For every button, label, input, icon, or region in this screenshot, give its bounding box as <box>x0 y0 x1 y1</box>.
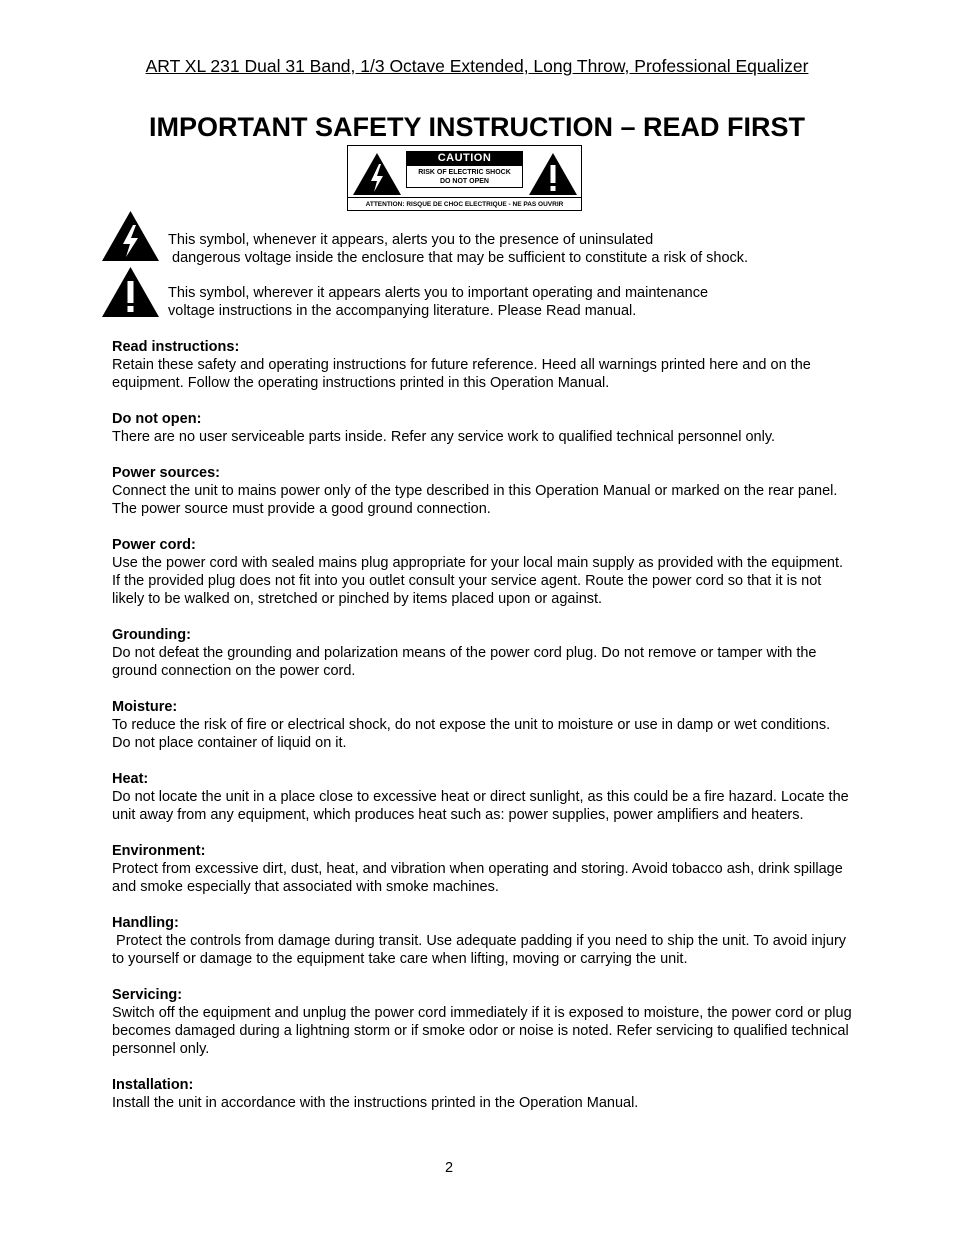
exclamation-triangle-icon <box>528 152 578 196</box>
exclamation-triangle-icon <box>101 266 160 318</box>
section-title: Read instructions: <box>112 339 240 355</box>
symbol-description-shock <box>168 231 748 267</box>
section-title: Grounding: <box>112 627 191 643</box>
caution-line-1: RISK OF ELECTRIC SHOCK <box>418 169 511 176</box>
lightning-triangle-icon <box>352 152 402 196</box>
section-moisture <box>112 698 852 752</box>
section-body: Switch off the equipment and unplug the power cord immediately if it is exposed to moisture, the power cord or plug becomes damaged during a lightning storm or if smoke odor or noise is noted. Refer servicing to qualified technical personnel only. <box>112 1005 852 1057</box>
section-grounding <box>112 626 852 680</box>
section-title: Handling: <box>112 915 179 931</box>
section-body: Connect the unit to mains power only of the type described in this Operation Manual or marked on the rear panel. The power source must provide a good ground connection. <box>112 483 838 517</box>
section-title: Moisture: <box>112 699 178 715</box>
section-body: To reduce the risk of fire or electrical shock, do not expose the unit to moisture or use in damp or wet conditions. Do not place container of liquid on it. <box>112 717 831 751</box>
section-title: Servicing: <box>112 987 183 1003</box>
section-body: Protect from excessive dirt, dust, heat, and vibration when operating and storing. Avoid tobacco ash, drink spillage and smoke especially that associated with smoke machines. <box>112 861 843 895</box>
section-do-not-open <box>112 410 852 446</box>
section-body: Retain these safety and operating instructions for future reference. Heed all warnings printed here and on the equipment. Follow the operating instructions printed in this Operation Manual. <box>112 357 811 391</box>
section-title: Power cord: <box>112 537 196 553</box>
section-power-sources <box>112 464 852 518</box>
section-body: There are no user serviceable parts inside. Refer any service work to qualified technical personnel only. <box>112 429 776 445</box>
section-body: Protect the controls from damage during transit. Use adequate padding if you need to ship the unit. To avoid injury to yourself or damage to the equipment take care when lifting, moving or carrying the unit. <box>112 933 851 967</box>
section-body: Do not locate the unit in a place close to excessive heat or direct sunlight, as this could be a fire hazard. Locate the unit away from any equipment, which produces heat such as: power supplies, power amplifiers and heaters. <box>112 789 849 823</box>
lightning-triangle-icon <box>101 210 160 262</box>
section-installation <box>112 1076 852 1112</box>
section-title: Environment: <box>112 843 206 859</box>
section-power-cord <box>112 536 852 608</box>
section-handling <box>112 914 852 968</box>
section-read-instructions <box>112 338 852 392</box>
section-heat <box>112 770 852 824</box>
section-title: Do not open: <box>112 411 202 427</box>
page-title: IMPORTANT SAFETY INSTRUCTION – READ FIRST <box>148 112 805 142</box>
safety-sections <box>112 338 852 1130</box>
section-title: Power sources: <box>112 465 220 481</box>
page-number: 2 <box>444 1160 454 1176</box>
section-title: Installation: <box>112 1077 194 1093</box>
caution-line-2: DO NOT OPEN <box>439 178 489 185</box>
caution-footer: ATTENTION: RISQUE DE CHOC ELECTRIQUE - NE PAS OUVRIR <box>348 197 581 208</box>
symbol-description-line: dangerous voltage inside the enclosure that may be sufficient to constitute a risk of shock. <box>168 250 749 266</box>
section-title: Heat: <box>112 771 149 787</box>
section-body: Install the unit in accordance with the instructions printed in the Operation Manual. <box>112 1095 639 1111</box>
caution-heading: CAUTION <box>406 151 523 166</box>
symbol-description-line: voltage instructions in the accompanying literature. Please Read manual. <box>168 303 637 319</box>
document-header-title: ART XL 231 Dual 31 Band, 1/3 Octave Extended, Long Throw, Professional Equalizer <box>145 56 809 76</box>
symbol-description-line: This symbol, whenever it appears, alerts you to the presence of uninsulated <box>168 232 654 248</box>
symbol-description-caution <box>168 284 708 320</box>
caution-label <box>347 145 582 211</box>
symbol-description-line: This symbol, wherever it appears alerts you to important operating and maintenance <box>168 285 709 301</box>
section-body: Do not defeat the grounding and polarization means of the power cord plug. Do not remove or tamper with the ground connection on the power cord. <box>112 645 817 679</box>
section-body: Use the power cord with sealed mains plug appropriate for your local main supply as provided with the equipment. If the provided plug does not fit into you outlet consult your service agent. Route the power cord so that it is not likely to be walked on, stretched or pinched by items placed upon or against. <box>112 555 844 607</box>
section-environment <box>112 842 852 896</box>
section-servicing <box>112 986 852 1058</box>
